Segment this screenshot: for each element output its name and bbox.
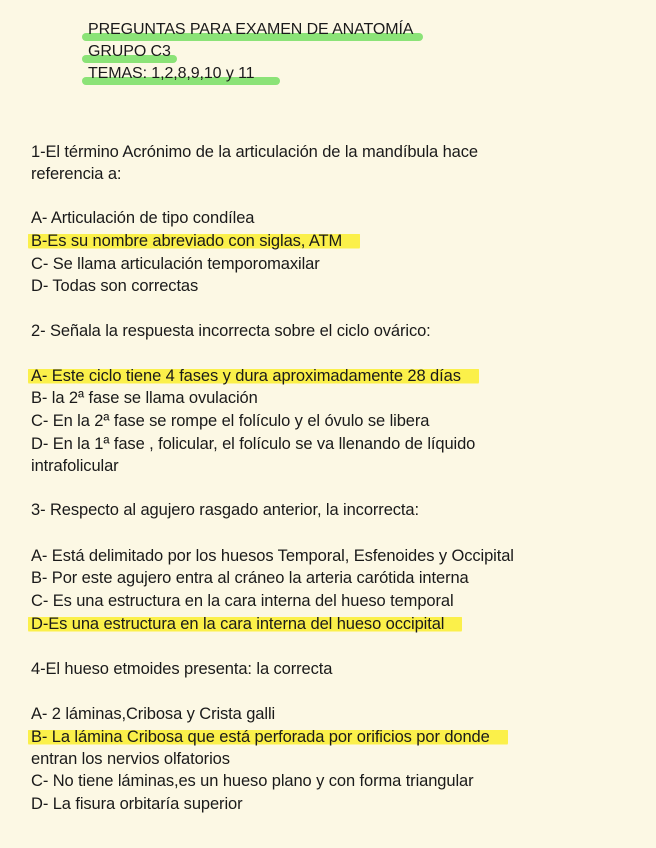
option-text: intrafolicular <box>31 457 119 475</box>
option-text-highlighted: B-Es su nombre abreviado con siglas, ATM <box>28 232 360 250</box>
header-title-line <box>88 20 413 40</box>
option-text-highlighted: D-Es una estructura en la cara interna del hueso occipital <box>28 615 462 633</box>
question-4-option-b <box>31 727 508 747</box>
option-text: C- No tiene láminas,es un hueso plano y con forma triangular <box>31 772 474 790</box>
question-1-stem-line-2 <box>31 164 121 184</box>
question-3-option-a <box>31 546 514 566</box>
question-4-option-d <box>31 794 243 814</box>
question-4-option-c <box>31 771 474 791</box>
question-3-option-c <box>31 591 454 611</box>
question-2-option-b <box>31 388 258 408</box>
question-4-option-a <box>31 704 275 724</box>
header-topics-line <box>88 64 254 84</box>
option-text: D- Todas son correctas <box>31 277 199 295</box>
question-1-option-d <box>31 276 198 296</box>
question-stem: referencia a: <box>31 165 122 183</box>
question-4-stem <box>31 659 332 679</box>
question-2-option-c <box>31 411 429 431</box>
question-2-option-d-continuation <box>31 456 119 476</box>
option-text: A- Está delimitado por los huesos Temporal, Esfenoides y Occipital <box>31 547 514 565</box>
question-3-option-b <box>31 568 469 588</box>
header-topics: TEMAS: 1,2,8,9,10 y 11 <box>88 65 255 82</box>
option-text: A- Articulación de tipo condílea <box>31 209 255 227</box>
option-text: D- La fisura orbitaría superior <box>31 795 243 813</box>
question-stem: 2- Señala la respuesta incorrecta sobre el ciclo ovárico: <box>31 322 431 340</box>
option-text: D- En la 1ª fase , folicular, el folículo se va llenando de líquido <box>31 435 476 453</box>
option-text: entran los nervios olfatorios <box>31 750 230 768</box>
option-text: C- En la 2ª fase se rompe el folículo y el óvulo se libera <box>31 412 430 430</box>
option-text: B- la 2ª fase se llama ovulación <box>31 389 258 407</box>
question-3-stem <box>31 500 419 520</box>
question-1-option-a <box>31 208 254 228</box>
question-4-option-b-continuation <box>31 749 230 769</box>
question-1-option-c <box>31 254 320 274</box>
option-text: A- 2 láminas,Cribosa y Crista galli <box>31 705 276 723</box>
question-3-option-d <box>31 614 462 634</box>
question-stem: 3- Respecto al agujero rasgado anterior, la incorrecta: <box>31 501 419 519</box>
question-1-stem-line-1 <box>31 142 478 162</box>
question-1-option-b <box>31 231 360 251</box>
header-group: GRUPO C3 <box>88 43 171 60</box>
question-stem: 1-El término Acrónimo de la articulación de la mandíbula hace <box>31 143 478 161</box>
option-text: C- Se llama articulación temporomaxilar <box>31 255 320 273</box>
option-text: B- Por este agujero entra al cráneo la arteria carótida interna <box>31 569 469 587</box>
question-2-option-a <box>31 366 479 386</box>
option-text-highlighted: B- La lámina Cribosa que está perforada por orificios por donde <box>28 728 508 746</box>
header-title: PREGUNTAS PARA EXAMEN DE ANATOMÍA <box>88 21 414 38</box>
question-stem: 4-El hueso etmoides presenta: la correcta <box>31 660 333 678</box>
option-text: C- Es una estructura en la cara interna del hueso temporal <box>31 592 454 610</box>
question-2-stem <box>31 321 431 341</box>
question-2-option-d <box>31 434 475 454</box>
header-group-line <box>88 42 171 62</box>
option-text-highlighted: A- Este ciclo tiene 4 fases y dura aproximadamente 28 días <box>28 367 479 385</box>
